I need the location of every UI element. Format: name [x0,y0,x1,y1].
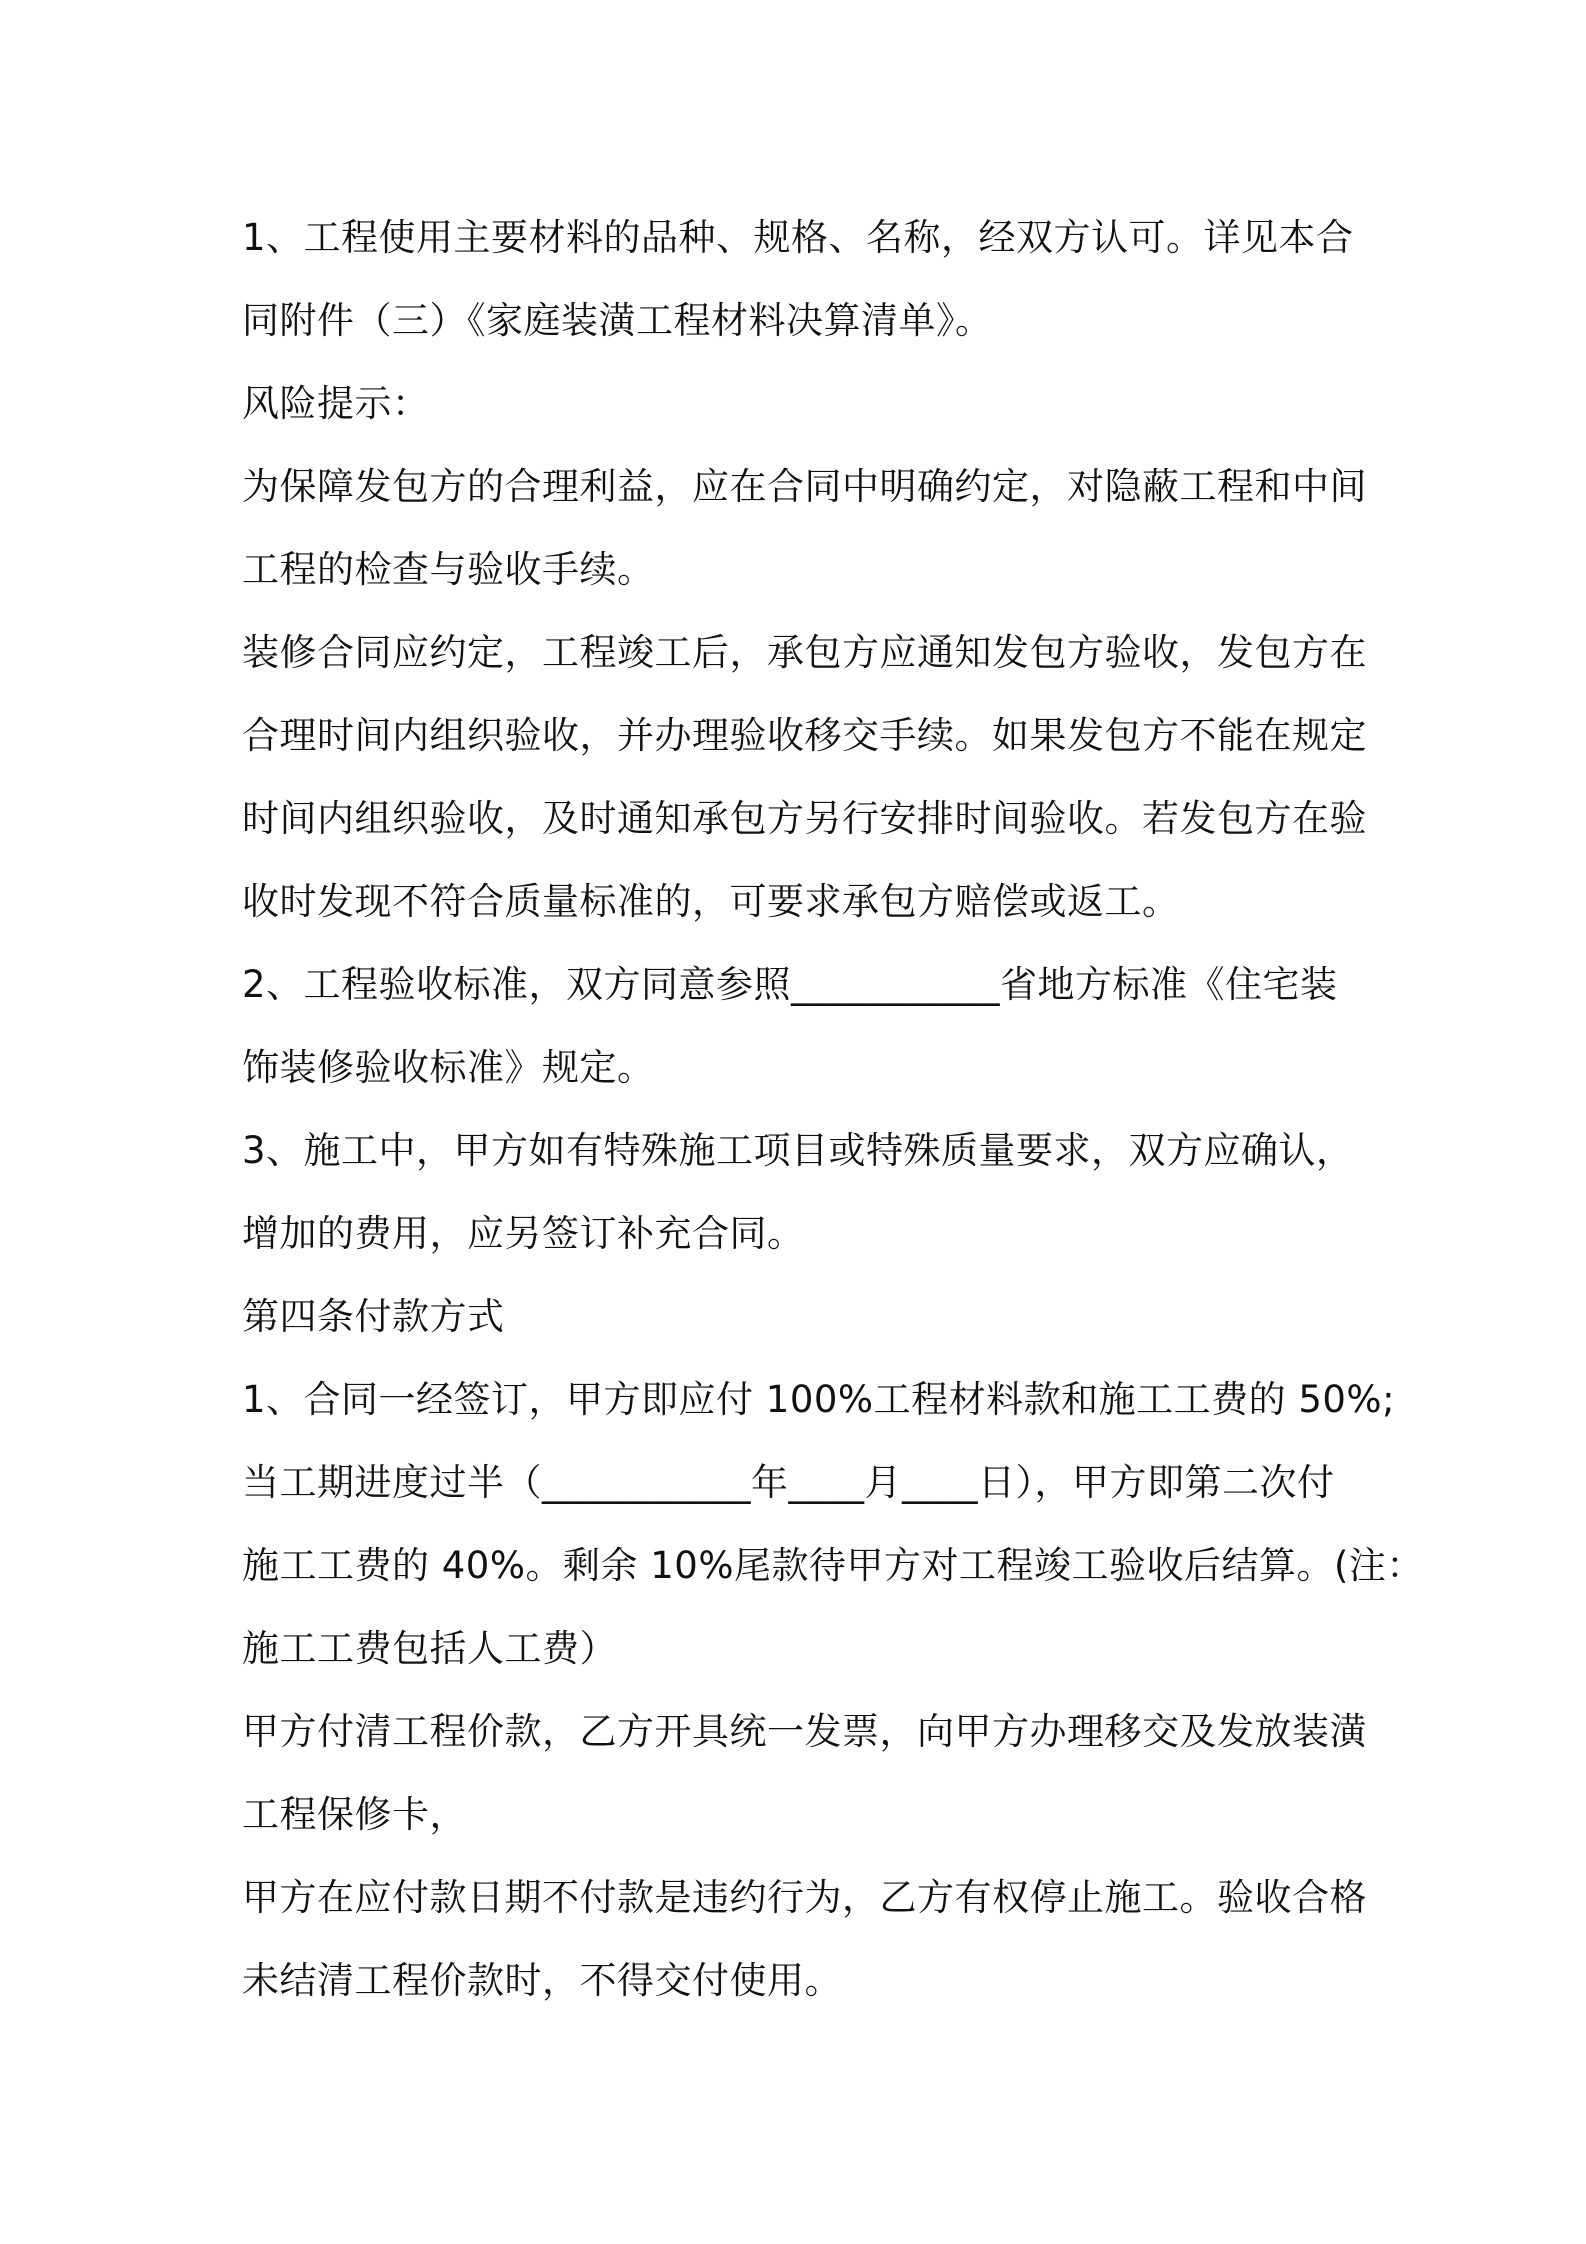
text-line: 施工工费的 40%。剩余 10%尾款待甲方对工程竣工验收后结算。(注： [242,1544,1424,1587]
text-line: 2、工程验收标准，双方同意参照___________省地方标准《住宅装 [242,963,1338,1006]
text-line: 收时发现不符合质量标准的，可要求承包方赔偿或返工。 [242,880,1180,923]
text-line: 增加的费用，应另签订补充合同。 [242,1212,805,1255]
text-line: 甲方付清工程价款，乙方开具统一发票，向甲方办理移交及发放装潢 [242,1710,1367,1753]
text-line: 时间内组织验收，及时通知承包方另行安排时间验收。若发包方在验 [242,797,1367,840]
text-line: 1、合同一经签订，甲方即应付 100%工程材料款和施工工费的 50%; [242,1378,1396,1421]
text-line: 装修合同应约定，工程竣工后，承包方应通知发包方验收，发包方在 [242,631,1367,674]
text-line: 未结清工程价款时，不得交付使用。 [242,1959,842,2002]
text-line: 工程保修卡， [242,1793,467,1836]
text-line: 饰装修验收标准》规定。 [242,1046,655,1089]
contract-text [242,196,1424,2022]
text-line: 为保障发包方的合理利益，应在合同中明确约定，对隐蔽工程和中间 [242,465,1367,508]
text-line: 风险提示： [242,382,430,425]
text-line: 当工期进度过半（___________年____月____日），甲方即第二次付 [242,1461,1335,1504]
text-line: 3、施工中，甲方如有特殊施工项目或特殊质量要求，双方应确认， [242,1129,1354,1172]
text-line: 1、工程使用主要材料的品种、规格、名称，经双方认可。详见本合 [242,216,1354,259]
text-line: 甲方在应付款日期不付款是违约行为，乙方有权停止施工。验收合格 [242,1876,1367,1919]
text-line: 同附件（三）《家庭装潢工程材料决算清单》。 [242,299,993,342]
section-heading: 第四条付款方式 [242,1295,505,1338]
text-line: 施工工费包括人工费） [242,1627,617,1670]
text-line: 工程的检查与验收手续。 [242,548,655,591]
text-line: 合理时间内组织验收，并办理验收移交手续。如果发包方不能在规定 [242,714,1367,757]
